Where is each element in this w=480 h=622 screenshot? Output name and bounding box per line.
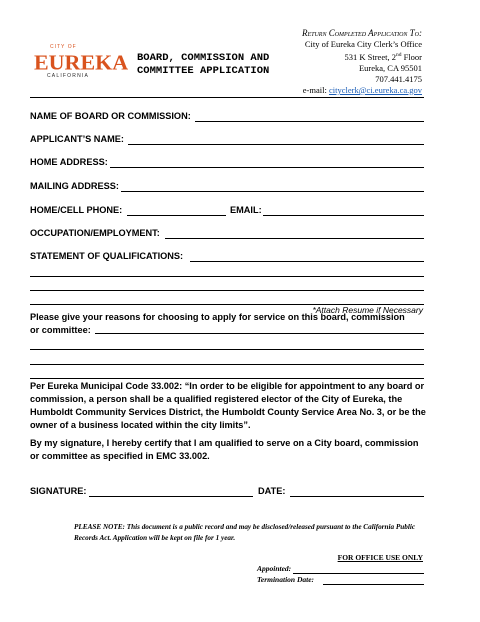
logo-state: CALIFORNIA <box>47 73 90 79</box>
form-title-line2: COMMITTEE APPLICATION <box>137 65 270 77</box>
date-input-line[interactable] <box>290 496 424 497</box>
termination-label: Termination Date: <box>257 575 315 584</box>
home-address-input-line[interactable] <box>110 167 424 168</box>
qualifications-input-line[interactable] <box>190 261 424 262</box>
appointed-line[interactable] <box>293 573 424 574</box>
board-input-line[interactable] <box>195 121 424 122</box>
applicant-input-line[interactable] <box>128 144 424 145</box>
phone-input-line[interactable] <box>127 215 226 216</box>
occupation-label: OCCUPATION/EMPLOYMENT: <box>30 228 160 238</box>
return-phone: 707.441.4175 <box>375 73 422 84</box>
public-record-note: PLEASE NOTE: This document is a public record and may be disclosed/released pursuant to the California Public Records Act. Application will be kept on file for 1 year. <box>74 523 416 542</box>
reasons-line-2[interactable] <box>30 349 424 350</box>
logo-city-of: CITY OF <box>50 44 77 50</box>
mailing-address-input-line[interactable] <box>121 191 424 192</box>
municipal-code-text: Per Eureka Municipal Code 33.002: “In order to be eligible for appointment to any board or commission, a person shall be a qualified registered elector of the City of Eureka, the Humboldt Community Services District, the Humboldt County Service Area No. 3, or be the owner of a business located within the city limits”. <box>30 381 426 430</box>
return-city: Eureka, CA 95501 <box>358 62 422 73</box>
return-office: City of Eureka City Clerk’s Office <box>304 39 422 49</box>
return-address-block <box>302 28 422 96</box>
reasons-line-4[interactable] <box>30 378 424 379</box>
return-email-line: e-mail: cityclerk@ci.eureka.ca.gov <box>302 84 422 95</box>
mailing-address-label: MAILING ADDRESS: <box>30 181 119 191</box>
email-link[interactable]: cityclerk@ci.eureka.ca.gov <box>328 84 422 95</box>
email-input-line[interactable] <box>263 215 424 216</box>
board-label: NAME OF BOARD OR COMMISSION: <box>30 111 191 121</box>
attach-resume-note: *Attach Resume if Necessary <box>312 305 423 315</box>
reasons-line2: or committee: <box>30 325 91 335</box>
reasons-line1: Please give your reasons for choosing to apply for service on this board, commission <box>30 312 405 322</box>
email-label: EMAIL: <box>230 205 262 215</box>
appointed-label: Appointed: <box>257 564 292 573</box>
occupation-input-line[interactable] <box>165 238 424 239</box>
reasons-input-line[interactable] <box>95 333 424 334</box>
reasons-line-3[interactable] <box>30 364 424 365</box>
qualifications-label: STATEMENT OF QUALIFICATIONS: <box>30 251 184 261</box>
office-use-title: FOR OFFICE USE ONLY <box>337 553 423 562</box>
date-label: DATE: <box>258 486 286 496</box>
header-divider <box>30 97 424 98</box>
qualifications-line-3[interactable] <box>30 290 424 291</box>
certification-text: By my signature, I hereby certify that I am qualified to serve on a City board, commission or committee as specified in EMC 33.002. <box>30 438 419 461</box>
applicant-label: APPLICANT’S NAME: <box>30 134 124 144</box>
city-logo: EUREKA <box>34 50 129 75</box>
return-heading: Return Completed Application To: <box>301 28 422 38</box>
home-address-label: HOME ADDRESS: <box>30 157 108 167</box>
signature-input-line[interactable] <box>89 496 253 497</box>
form-title-line1: BOARD, COMMISSION AND <box>137 52 270 64</box>
phone-label: HOME/CELL PHONE: <box>30 205 123 215</box>
qualifications-line-2[interactable] <box>30 276 424 277</box>
signature-label: SIGNATURE: <box>30 486 87 496</box>
termination-line[interactable] <box>323 584 424 585</box>
return-street: 531 K Street, 2nd Floor <box>344 51 422 62</box>
form-title <box>137 52 269 78</box>
